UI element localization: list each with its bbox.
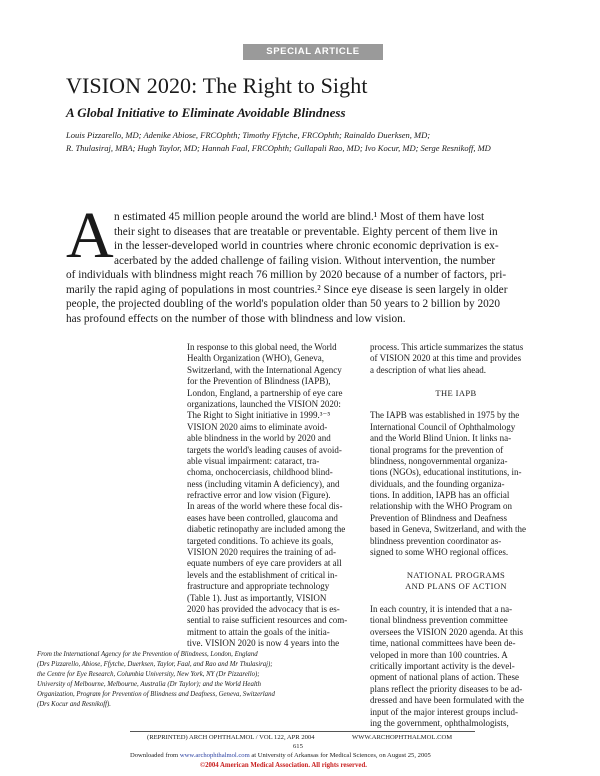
body-line: diabetic retinopathy are included among the bbox=[187, 524, 346, 535]
body-line: (Table 1). Just as importantly, VISION bbox=[187, 592, 327, 603]
body-line: sential to raise sufficient resources and com- bbox=[187, 615, 348, 626]
body-column-left bbox=[187, 342, 357, 650]
download-notice bbox=[130, 752, 431, 759]
body-line: ness (including vitamin A deficiency), and bbox=[187, 478, 340, 489]
body-line: Health Organization (WHO), Geneva, bbox=[187, 353, 325, 364]
body-line: signed to some WHO regional offices. bbox=[370, 547, 509, 558]
body-line: In areas of the world where these focal dis- bbox=[187, 501, 343, 512]
intro-line: of individuals with blindness might reach 76 million by 2020 because of a number of factors, pri- bbox=[66, 269, 507, 281]
body-line: choma, onchocerciasis, childhood blind- bbox=[187, 467, 333, 478]
download-link[interactable]: www.archophthalmol.com bbox=[179, 752, 250, 759]
intro-line: marily the rapid aging of populations in most countries.² Since eye disease is seen largely in older bbox=[66, 283, 508, 296]
author-list bbox=[66, 129, 566, 155]
body-line: targets the world's leading causes of avoid- bbox=[187, 444, 342, 455]
body-line: tions (NGOs), educational institutions, in- bbox=[370, 467, 522, 478]
author-line: R. Thulasiraj, MBA; Hugh Taylor, MD; Hannah Faal, FRCOphth; Gullapali Rao, MD; Ivo Kocur, MD; Serge Resnikoff, MD bbox=[66, 143, 491, 153]
body-line: oversees the VISION 2020 agenda. At this bbox=[370, 626, 524, 637]
copyright-notice: ©2004 American Medical Association. All rights reserved. bbox=[200, 762, 367, 769]
body-line: Prevention of Blindness and Deafness bbox=[370, 512, 507, 523]
journal-website: WWW.ARCHOPHTHALMOL.COM bbox=[352, 734, 453, 741]
body-line: organizations, launched the VISION 2020: bbox=[187, 398, 341, 409]
body-line: veloped in more than 100 countries. A bbox=[370, 649, 508, 660]
intro-line: people, the projected doubling of the world's population older than 50 years to 2 billion by 2020 bbox=[66, 298, 501, 310]
body-line: tional blindness prevention committee bbox=[370, 615, 508, 626]
body-line: equate numbers of eye care providers at all bbox=[187, 558, 342, 569]
body-line: tive. VISION 2020 is now 4 years into the bbox=[187, 638, 340, 649]
footnote-line: (Drs Kocur and Resnikoff). bbox=[37, 701, 112, 708]
body-line: opment of national plans of action. These bbox=[370, 672, 520, 683]
body-line: ing the government, ophthalmologists, bbox=[370, 717, 509, 728]
drop-cap: A bbox=[66, 199, 114, 272]
download-prefix: Downloaded from bbox=[130, 752, 179, 759]
body-line: dressed and have been formulated with the bbox=[370, 695, 524, 706]
section-heading-national-programs: NATIONAL PROGRAMS bbox=[406, 569, 506, 580]
body-line: frastructure and appropriate technology bbox=[187, 581, 330, 592]
intro-line: n estimated 45 million people around the world are blind.¹ Most of them have lost bbox=[114, 211, 485, 223]
body-line: plans reflect the priority diseases to be ad- bbox=[370, 683, 523, 694]
download-suffix: at University of Arkansas for Medical Sciences, on August 25, 2005 bbox=[251, 752, 431, 759]
intro-line: their sight to diseases that are treatable or preventable. Eighty percent of them live in bbox=[114, 225, 498, 238]
page-number: 615 bbox=[293, 743, 303, 750]
body-line: based in Geneva, Switzerland, and with the bbox=[370, 524, 526, 535]
section-heading-iapb: THE IAPB bbox=[435, 387, 477, 398]
intro-paragraph bbox=[66, 199, 536, 326]
body-line: levels and the establishment of critical in- bbox=[187, 569, 338, 580]
body-line: The Right to Sight initiative in 1999.³⁻⁵ bbox=[187, 410, 331, 421]
intro-line: acerbated by the added challenge of failing vision. Without intervention, the number bbox=[114, 254, 496, 267]
body-line: 2020 has provided the advocacy that is es- bbox=[187, 603, 340, 614]
body-line: input of the major interest groups includ- bbox=[370, 706, 518, 717]
section-heading-plans-of-action: AND PLANS OF ACTION bbox=[405, 581, 507, 592]
intro-line: in the lesser-developed world in countries where chronic economic deprivation is ex- bbox=[114, 240, 499, 252]
body-line: eases have been controlled, glaucoma and bbox=[187, 512, 338, 523]
body-line: mitment to attain the goals of the initia- bbox=[187, 626, 330, 637]
body-line: dividuals, and the founding organiza- bbox=[370, 478, 505, 489]
body-line: for the Prevention of Blindness (IAPB), bbox=[187, 376, 331, 387]
body-line: able blindness in the world by 2020 and bbox=[187, 433, 331, 444]
article-title: VISION 2020: The Right to Sight bbox=[66, 73, 368, 98]
article-subtitle: A Global Initiative to Eliminate Avoidable Blindness bbox=[66, 105, 346, 120]
footnote-line: the Centre for Eye Research, Columbia University, New York, NY (Dr Pizzarello); bbox=[37, 671, 260, 678]
body-line: London, England, a partnership of eye care bbox=[187, 387, 343, 398]
footnote-line: (Drs Pizzarello, Abiose, Ffytche, Duerksen, Taylor, Faal, and Rao and Mr Thulasiraj); bbox=[37, 661, 273, 668]
body-column-right bbox=[370, 342, 542, 729]
body-line: The IAPB was established in 1975 by the bbox=[370, 410, 520, 421]
body-line: relationship with the WHO Program on bbox=[370, 501, 513, 512]
body-line: a description of what lies ahead. bbox=[370, 364, 486, 375]
body-line: refractive error and low vision (Figure). bbox=[187, 490, 331, 501]
body-line: VISION 2020 requires the training of ad- bbox=[187, 547, 336, 558]
body-line: blindness prevention coordinator as- bbox=[370, 535, 502, 546]
journal-citation: (REPRINTED) ARCH OPHTHALMOL / VOL 122, APR 2004 bbox=[147, 734, 315, 741]
footer-divider bbox=[130, 731, 475, 732]
intro-line: has profound effects on the number of those with blindness and low vision. bbox=[66, 312, 406, 325]
footnote-line: From the International Agency for the Prevention of Blindness, London, England bbox=[37, 651, 258, 658]
body-line: targeted conditions. To achieve its goals, bbox=[187, 535, 334, 546]
section-label: SPECIAL ARTICLE bbox=[243, 44, 383, 60]
body-line: Switzerland, with the International Agency bbox=[187, 364, 342, 375]
body-line: In response to this global need, the World bbox=[187, 342, 337, 352]
body-line: process. This article summarizes the status bbox=[370, 342, 524, 352]
body-line: In each country, it is intended that a na- bbox=[370, 603, 513, 614]
body-line: able visual impairment: cataract, tra- bbox=[187, 455, 320, 466]
body-line: and the World Blind Union. It links na- bbox=[370, 433, 512, 444]
body-line: critically important activity is the devel- bbox=[370, 660, 515, 671]
body-line: International Council of Ophthalmology bbox=[370, 421, 516, 432]
author-line: Louis Pizzarello, MD; Adenike Abiose, FRCOphth; Timothy Ffytche, FRCOphth; Rainaldo Duerksen, MD; bbox=[66, 130, 431, 140]
body-line: VISION 2020 aims to eliminate avoid- bbox=[187, 421, 328, 432]
body-line: tions. In addition, IAPB has an official bbox=[370, 490, 510, 501]
affiliation-footnote bbox=[37, 650, 367, 710]
body-line: tional programs for the prevention of bbox=[370, 444, 504, 455]
body-line: of VISION 2020 at this time and provides bbox=[370, 353, 522, 364]
footnote-line: Organization, Program for Prevention of Blindness and Deafness, Geneva, Switzerland bbox=[37, 691, 275, 698]
body-line: time, national committees have been de- bbox=[370, 638, 516, 649]
body-line: blindness, nongovernmental organiza- bbox=[370, 455, 508, 466]
footnote-line: University of Melbourne, Melbourne, Australia (Dr Taylor); and the World Health bbox=[37, 681, 262, 688]
